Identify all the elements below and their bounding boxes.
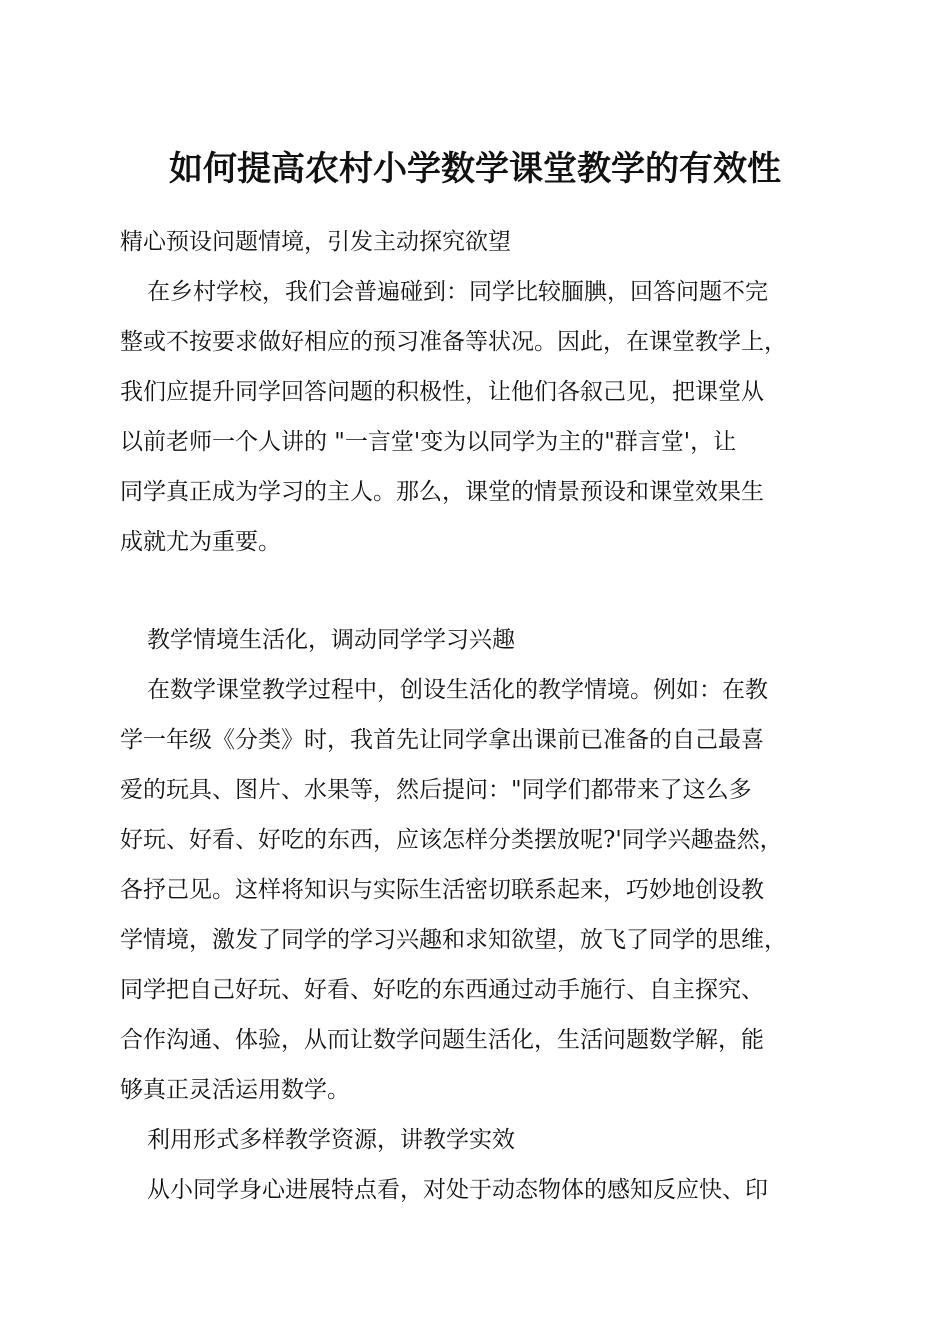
- paragraph-line: 我们应提升同学回答问题的积极性，让他们各叙己见，把课堂从: [120, 379, 764, 405]
- paragraph-line: 好玩、好看、好吃的东西，应该怎样分类摆放呢?'同学兴趣盎然，: [120, 827, 783, 853]
- section-1: [120, 217, 850, 567]
- paragraph-line: 从小同学身心进展特点看，对处于动态物体的感知反应快、印: [147, 1177, 768, 1203]
- section-heading: 精心预设问题情境，引发主动探究欲望: [120, 229, 511, 255]
- paragraph-line: 够真正灵活运用数学。: [120, 1077, 350, 1103]
- document-title: 如何提高农村小学数学课堂教学的有效性: [169, 149, 781, 189]
- section-2: [120, 615, 850, 1115]
- section-heading: 教学情境生活化，调动同学学习兴趣: [147, 627, 515, 653]
- paragraph-line: 以前老师一个人讲的 "一言堂'变为以同学为主的"群言堂'，让: [120, 429, 737, 455]
- paragraph-line: 同学把自己好玩、好看、好吃的东西通过动手施行、自主探究、: [120, 977, 764, 1003]
- paragraph-line: 在乡村学校，我们会普遍碰到：同学比较腼腆，回答问题不完: [147, 279, 768, 305]
- paragraph-line: 在数学课堂教学过程中，创设生活化的教学情境。例如：在教: [147, 677, 768, 703]
- paragraph-line: 爱的玩具、图片、水果等，然后提问："同学们都带来了这么多: [120, 777, 752, 803]
- paragraph-line: 成就尤为重要。: [120, 529, 281, 555]
- paragraph-line: 合作沟通、体验，从而让数学问题生活化，生活问题数学解，能: [120, 1027, 764, 1053]
- paragraph-line: 整或不按要求做好相应的预习准备等状况。因此，在课堂教学上，: [120, 329, 787, 355]
- paragraph-line: 各抒己见。这样将知识与实际生活密切联系起来，巧妙地创设教: [120, 877, 764, 903]
- paragraph-line: 同学真正成为学习的主人。那么，课堂的情景预设和课堂效果生: [120, 479, 764, 505]
- section-3: [120, 1115, 850, 1215]
- paragraph-line: 学一年级《分类》时，我首先让同学拿出课前已准备的自己最喜: [120, 727, 764, 753]
- section-heading: 利用形式多样教学资源，讲教学实效: [147, 1127, 515, 1153]
- paragraph-line: 学情境，激发了同学的学习兴趣和求知欲望，放飞了同学的思维，: [120, 927, 787, 953]
